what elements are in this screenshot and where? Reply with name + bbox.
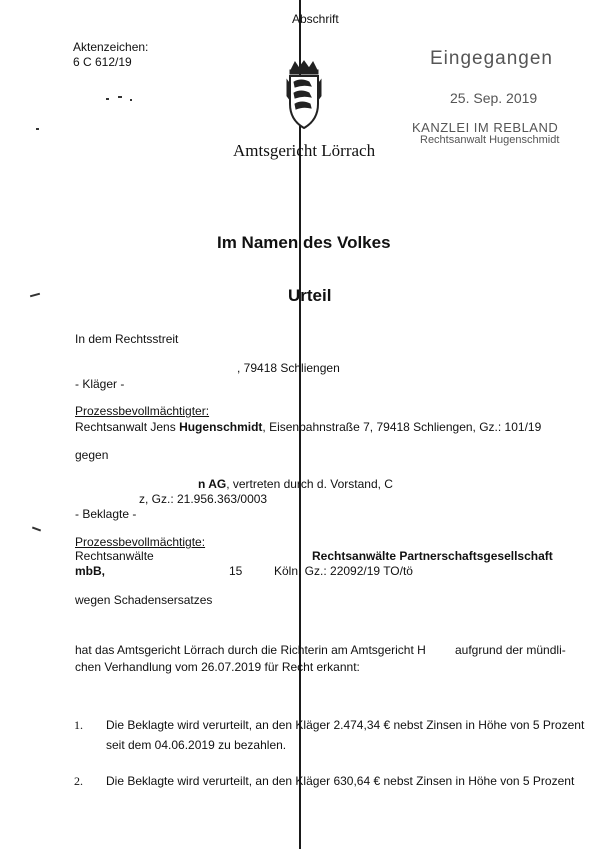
ruling-1-line-1: Die Beklagte wird verurteilt, an den Kläger 2.474,34 € nebst Zinsen in Höhe von 5 Prozent — [106, 718, 585, 732]
rechtsstreit-label: In dem Rechtsstreit — [75, 332, 179, 346]
aktenzeichen-label: Aktenzeichen: — [73, 40, 149, 54]
defendant-counsel-line-2b: 15 — [229, 564, 243, 578]
stamp-date: 25. Sep. 2019 — [450, 90, 538, 106]
ruling-1-number: 1. — [74, 718, 83, 732]
aktenzeichen-value: 6 C 612/19 — [73, 55, 132, 69]
intro-line-1a: hat das Amtsgericht Lörrach durch die Richterin am Amtsgericht H — [75, 643, 426, 657]
defendant-counsel-line-2c: Köln, Gz.: 22092/19 TO/tö — [274, 564, 413, 578]
ruling-2-number: 2. — [74, 774, 83, 788]
subject-matter: wegen Schadensersatzes — [75, 593, 213, 607]
defendant-counsel-line-1a: Rechtsanwälte — [75, 549, 154, 563]
stamp-firm: KANZLEI IM REBLAND — [412, 120, 559, 135]
plaintiff-counsel-label: Prozessbevollmächtigter: — [75, 404, 210, 418]
defendant-counsel-line-1b: Rechtsanwälte Partnerschaftsgesellschaft — [312, 549, 553, 563]
heading-urteil: Urteil — [288, 286, 332, 305]
ruling-1-line-2: seit dem 04.06.2019 zu bezahlen. — [106, 738, 287, 752]
gegen-label: gegen — [75, 448, 109, 462]
ruling-2-line-1: Die Beklagte wird verurteilt, an den Kläger 630,64 € nebst Zinsen in Höhe von 5 Prozent — [106, 774, 575, 788]
plaintiff-role: - Kläger - — [75, 377, 125, 391]
coat-of-arms-icon — [285, 60, 323, 136]
defendant-line-2: z, Gz.: 21.956.363/0003 — [139, 492, 268, 506]
defendant-counsel-label: Prozessbevollmächtigte: — [75, 535, 206, 549]
scan-speck — [130, 99, 132, 101]
heading-im-namen-des-volkes: Im Namen des Volkes — [217, 233, 391, 252]
defendant-line-1: n AG, vertreten durch d. Vorstand, C — [198, 477, 393, 491]
stamp-eingegangen: Eingegangen — [430, 48, 553, 69]
abschrift-label: Abschrift — [292, 12, 339, 26]
court-name: Amtsgericht Lörrach — [233, 141, 376, 160]
defendant-role: - Beklagte - — [75, 507, 137, 521]
scan-speck — [36, 128, 39, 130]
intro-line-2: chen Verhandlung vom 26.07.2019 für Recht erkannt: — [75, 660, 360, 674]
scan-speck — [118, 96, 122, 98]
intro-line-1b: aufgrund der mündli- — [455, 643, 566, 657]
scan-speck — [32, 527, 41, 532]
plaintiff-counsel: Rechtsanwalt Jens Hugenschmidt, Eisenbahnstraße 7, 79418 Schliengen, Gz.: 101/19 — [75, 420, 542, 434]
defendant-counsel-line-2a: mbB, — [75, 564, 105, 578]
scan-speck — [30, 293, 40, 298]
stamp-lawyer: Rechtsanwalt Hugenschmidt — [420, 134, 560, 146]
plaintiff-address: , 79418 Schliengen — [237, 361, 340, 375]
scan-speck — [106, 98, 109, 100]
